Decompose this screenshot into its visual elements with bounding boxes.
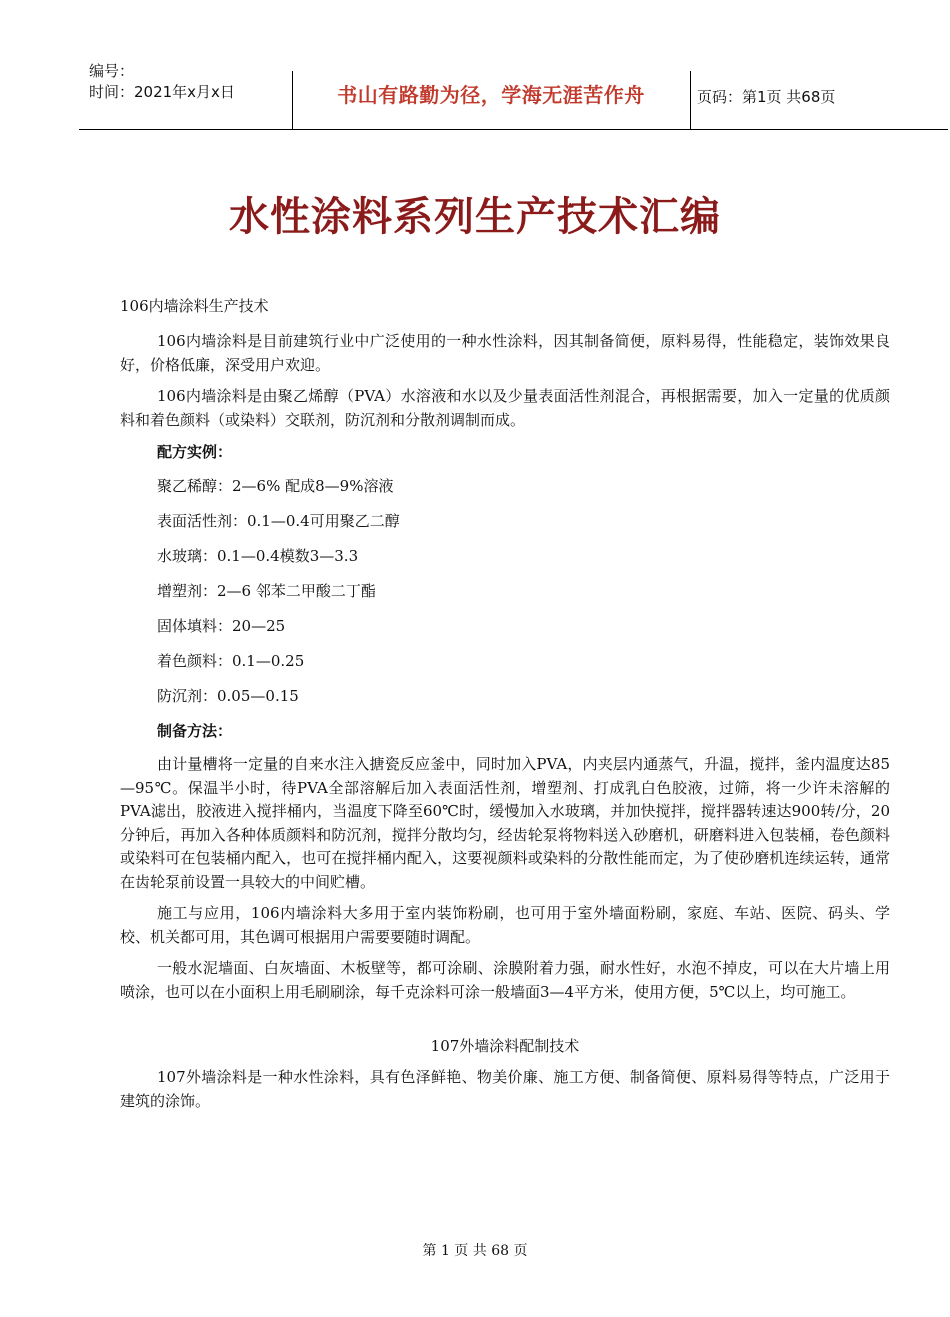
formula-item: 聚乙稀醇：2—6% 配成8—9%溶液 <box>157 477 394 495</box>
paragraph: 施工与应用，106内墙涂料大多用于室内装饰粉刷，也可用于室外墙面粉刷，家庭、车站、医院、码头、学校、机关都可用，其色调可根据用户需要要随时调配。 <box>120 904 890 946</box>
header-divider <box>690 71 691 129</box>
formula-item: 表面活性剂：0.1—0.4可用聚乙二醇 <box>157 512 400 530</box>
page-header <box>79 59 948 130</box>
formula-item: 固体填料：20—25 <box>157 617 286 635</box>
document-date-label: 时间：2021年x月x日 <box>89 83 235 101</box>
header-page-number: 页码：第1页 共68页 <box>697 88 836 106</box>
formula-item: 增塑剂：2—6 邻苯二甲酸二丁酯 <box>157 582 376 600</box>
paragraph: 一般水泥墙面、白灰墙面、木板壁等，都可涂刷、涂膜附着力强，耐水性好，水泡不掉皮，可以在大片墙上用喷涂，也可以在小面积上用毛刷刷涂，每千克涂料可涂一般墙面3—4平方米，使用方便，5℃以上，均可施工。 <box>120 959 890 1001</box>
paragraph: 由计量槽将一定量的自来水注入搪瓷反应釜中，同时加入PVA，内夹层内通蒸气，升温，搅拌，釜内温度达85—95℃。保温半小时，待PVA全部溶解后加入表面活性剂，增塑剂、打成乳白色胶液，过筛，将一少许未溶解的PVA滤出，胶液进入搅拌桶内，当温度下降至60℃时，缓慢加入水玻璃，并加快搅拌，搅拌器转速达900转/分，20分钟后，再加入各种体质颜料和防沉剂，搅拌分散均匀，经齿轮泵将物料送入砂磨机，研磨料进入包装桶，卷色颜料或染料可在包装桶内配入，也可在搅拌桶内配入，这要视颜料或染料的分散性能而定，为了使砂磨机连续运转，通常在齿轮泵前设置一具较大的中间贮槽。 <box>120 755 890 891</box>
formula-heading: 配方实例： <box>157 443 233 461</box>
paragraph: 106内墙涂料是目前建筑行业中广泛使用的一种水性涂料，因其制备简便，原料易得，性能稳定，装饰效果良好，价格低廉，深受用户欢迎。 <box>120 332 890 374</box>
header-motto: 书山有路勤为径，学海无涯苦作舟 <box>337 83 645 107</box>
header-meta <box>89 61 293 103</box>
method-heading: 制备方法： <box>157 722 233 740</box>
section-heading: 106内墙涂料生产技术 <box>120 297 269 315</box>
paragraph: 106内墙涂料是由聚乙烯醇（PVA）水溶液和水以及少量表面活性剂混合，再根据需要，加入一定量的优质颜料和着色颜料（或染料）交联剂，防沉剂和分散剂调制而成。 <box>120 387 890 429</box>
document-title: 水性涂料系列生产技术汇编 <box>229 194 721 240</box>
formula-item: 水玻璃：0.1—0.4模数3—3.3 <box>157 547 359 565</box>
page-footer: 第 1 页 共 68 页 <box>422 1243 528 1259</box>
document-number-label: 编号： <box>89 62 135 80</box>
formula-item: 着色颜料：0.1—0.25 <box>157 652 305 670</box>
formula-item: 防沉剂：0.05—0.15 <box>157 687 299 705</box>
section-heading: 107外墙涂料配制技术 <box>430 1037 580 1055</box>
paragraph: 107外墙涂料是一种水性涂料，具有色泽鲜艳、物美价廉、施工方便、制备简便、原料易得等特点，广泛用于建筑的涂饰。 <box>120 1068 890 1110</box>
document-body <box>120 294 890 1121</box>
